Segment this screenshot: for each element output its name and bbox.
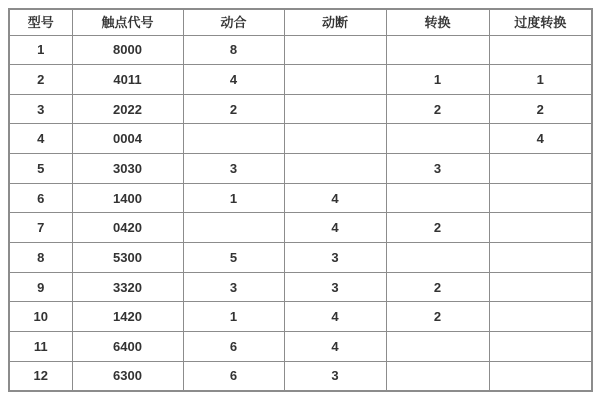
table-row [9,361,592,391]
column-header: 触点代号 [72,9,183,35]
table-cell: 3 [386,154,489,184]
table-cell: 1 [386,65,489,95]
table-cell: 6300 [72,361,183,391]
table-cell: 3 [284,243,386,273]
table-cell: 2 [386,272,489,302]
table-cell: 2 [386,94,489,124]
table-cell: 0004 [72,124,183,154]
table-body [9,35,592,391]
table-cell: 3 [183,272,284,302]
table-cell [386,332,489,362]
column-header: 动断 [284,9,386,35]
table-cell [386,183,489,213]
table-cell: 3 [9,94,72,124]
table-cell [284,65,386,95]
table-cell: 1 [183,183,284,213]
table-cell [489,302,592,332]
table-cell: 3 [284,361,386,391]
column-header: 动合 [183,9,284,35]
table-cell: 6 [9,183,72,213]
table-cell [284,124,386,154]
table-cell: 4 [284,302,386,332]
table-cell: 11 [9,332,72,362]
table-cell: 4 [9,124,72,154]
table-cell: 4 [489,124,592,154]
table-cell: 8 [9,243,72,273]
table-cell: 4 [183,65,284,95]
table-row [9,154,592,184]
table-cell: 5300 [72,243,183,273]
table-cell [284,94,386,124]
table-cell [489,272,592,302]
table-header [9,9,592,35]
table-cell [489,35,592,65]
table-row [9,65,592,95]
table-cell: 12 [9,361,72,391]
table-cell: 2 [183,94,284,124]
table-row [9,213,592,243]
table-cell: 9 [9,272,72,302]
table-cell: 1400 [72,183,183,213]
table-row [9,272,592,302]
table-cell: 6 [183,361,284,391]
column-header: 型号 [9,9,72,35]
table-cell: 3 [284,272,386,302]
table-cell: 3 [183,154,284,184]
table-cell [386,124,489,154]
table-cell: 4 [284,332,386,362]
table-cell: 4 [284,183,386,213]
table-cell [386,361,489,391]
table-row [9,183,592,213]
table-cell: 6400 [72,332,183,362]
table-cell [284,154,386,184]
table-cell: 10 [9,302,72,332]
table-cell: 1 [9,35,72,65]
table-cell: 8000 [72,35,183,65]
table-cell: 1 [489,65,592,95]
table-cell [386,35,489,65]
table-cell: 0420 [72,213,183,243]
table-row [9,332,592,362]
table-cell: 5 [183,243,284,273]
table-row [9,94,592,124]
contact-spec-table [8,8,593,392]
table-cell: 7 [9,213,72,243]
table-cell: 2 [489,94,592,124]
table-cell [183,213,284,243]
table-cell [489,154,592,184]
table-row [9,35,592,65]
table-cell: 1 [183,302,284,332]
table-cell [489,243,592,273]
table-cell: 2022 [72,94,183,124]
table-cell [183,124,284,154]
table-cell: 1420 [72,302,183,332]
table-row [9,124,592,154]
table-cell: 3030 [72,154,183,184]
table-cell: 8 [183,35,284,65]
table-cell: 5 [9,154,72,184]
table-cell [489,183,592,213]
table-cell [489,213,592,243]
column-header: 转换 [386,9,489,35]
table-cell [386,243,489,273]
table-cell [489,361,592,391]
table-cell: 4011 [72,65,183,95]
table-cell: 4 [284,213,386,243]
table-cell: 3320 [72,272,183,302]
table-cell [284,35,386,65]
table-cell: 2 [386,213,489,243]
column-header: 过度转换 [489,9,592,35]
header-row [9,9,592,35]
table-cell: 2 [386,302,489,332]
table-cell [489,332,592,362]
table-row [9,243,592,273]
table-row [9,302,592,332]
table-cell: 6 [183,332,284,362]
table-cell: 2 [9,65,72,95]
